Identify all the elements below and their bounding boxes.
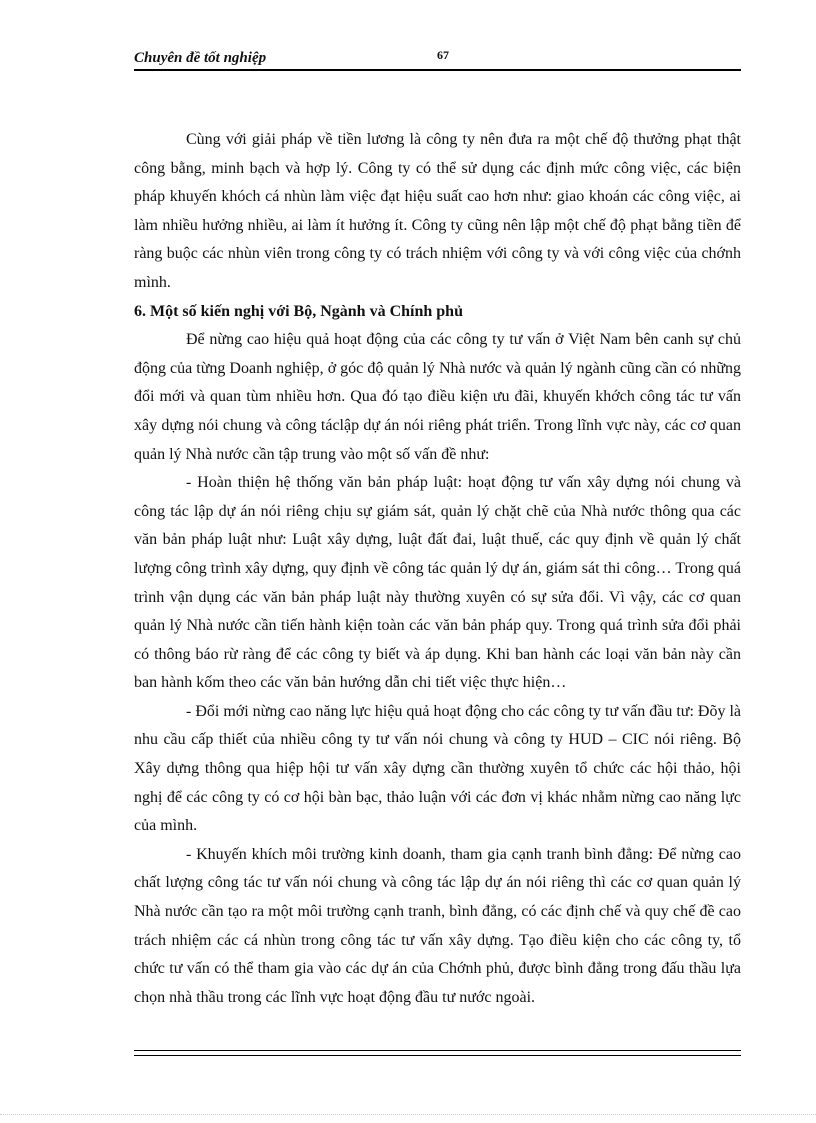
page-edge-divider <box>0 1114 816 1115</box>
body-paragraph: - Khuyến khích môi trường kinh doanh, tham gia cạnh tranh bình đẳng: Để nừng cao chất lượng công tác tư vấn nói chung và công tác lập dự án nói riêng thì các cơ quan quản lý Nhà nước cần tạo ra một môi trường cạnh tranh, bình đẳng, có các định chế và quy chế đề cao trách nhiệm các cá nhùn trong công tác tư vấn xây dựng. Tạo điều kiện cho các công ty, tổ chức tư vấn có thể tham gia vào các dự án của Chớnh phủ, được bình đẳng trong đấu thầu lựa chọn nhà thầu trong các lĩnh vực hoạt động đầu tư nước ngoài. <box>134 845 741 1006</box>
body-paragraph: - Hoàn thiện hệ thống văn bản pháp luật: hoạt động tư vấn xây dựng nói chung và công tác lập dự án nói riêng chịu sự giám sát, quản lý chặt chẽ của Nhà nước thông qua các văn bản pháp luật như: Luật xây dựng, luật đất đai, luật thuế, các quy định về quản lý chất lượng công trình xây dựng, quy định về công tác quản lý dự án, giám sát thi công… Trong quá trình vận dụng các văn bản pháp luật này thường xuyên có sự sửa đổi. Vì vậy, các cơ quan quản lý Nhà nước cần tiến hành kiện toàn các văn bản pháp quy. Trong quá trình sửa đổi phải có thông báo rừ ràng để các công ty biết và áp dụng. Khi ban hành các loại văn bản này cần ban hành kốm theo các văn bản hướng dẫn chi tiết việc thực hiện… <box>134 474 741 692</box>
page-header <box>134 49 741 71</box>
section-heading: 6. Một số kiến nghị với Bộ, Ngành và Chính phủ <box>134 302 463 320</box>
page-number: 67 <box>437 48 449 62</box>
header-title: Chuyên đề tốt nghiệp <box>134 50 267 66</box>
footer-double-rule <box>134 1050 741 1056</box>
document-body <box>134 126 741 1012</box>
body-paragraph: Để nừng cao hiệu quả hoạt động của các công ty tư vấn ở Việt Nam bên canh sự chủ động của từng Doanh nghiệp, ở góc độ quản lý Nhà nước và quản lý ngành cũng cần có những đổi mới và quan tùm nhiều hơn. Qua đó tạo điều kiện ưu đãi, khuyến khớch công tác tư vấn xây dựng nói chung và công táclập dự án nói riêng phát triển. Trong lĩnh vực này, các cơ quan quản lý Nhà nước cần tập trung vào một số vấn đề như: <box>134 331 741 463</box>
body-paragraph: Cùng với giải pháp về tiền lương là công ty nên đưa ra một chế độ thưởng phạt thật công bằng, minh bạch và hợp lý. Công ty có thể sử dụng các định mức công việc, các biện pháp khuyến khóch cá nhùn làm việc đạt hiệu suất cao hơn như: giao khoán các công việc, ai làm nhiều hưởng nhiều, ai làm ít hưởng ít. Công ty cũng nên lập một chế độ phạt bằng tiền để ràng buộc các nhùn viên trong công ty có trách nhiệm với công ty và với công việc của chớnh mình. <box>134 131 741 291</box>
body-paragraph: - Đổi mới nừng cao năng lực hiệu quả hoạt động cho các công ty tư vấn đầu tư: Đõy là nhu cầu cấp thiết của nhiều công ty tư vấn nói chung và công ty HUD – CIC nói riêng. Bộ Xây dựng thông qua hiệp hội tư vấn xây dựng cần thường xuyên tổ chức các hội thảo, hội nghị để các công ty có cơ hội bàn bạc, thảo luận với các đơn vị khác nhằm nừng cao năng lực của mình. <box>134 702 742 835</box>
